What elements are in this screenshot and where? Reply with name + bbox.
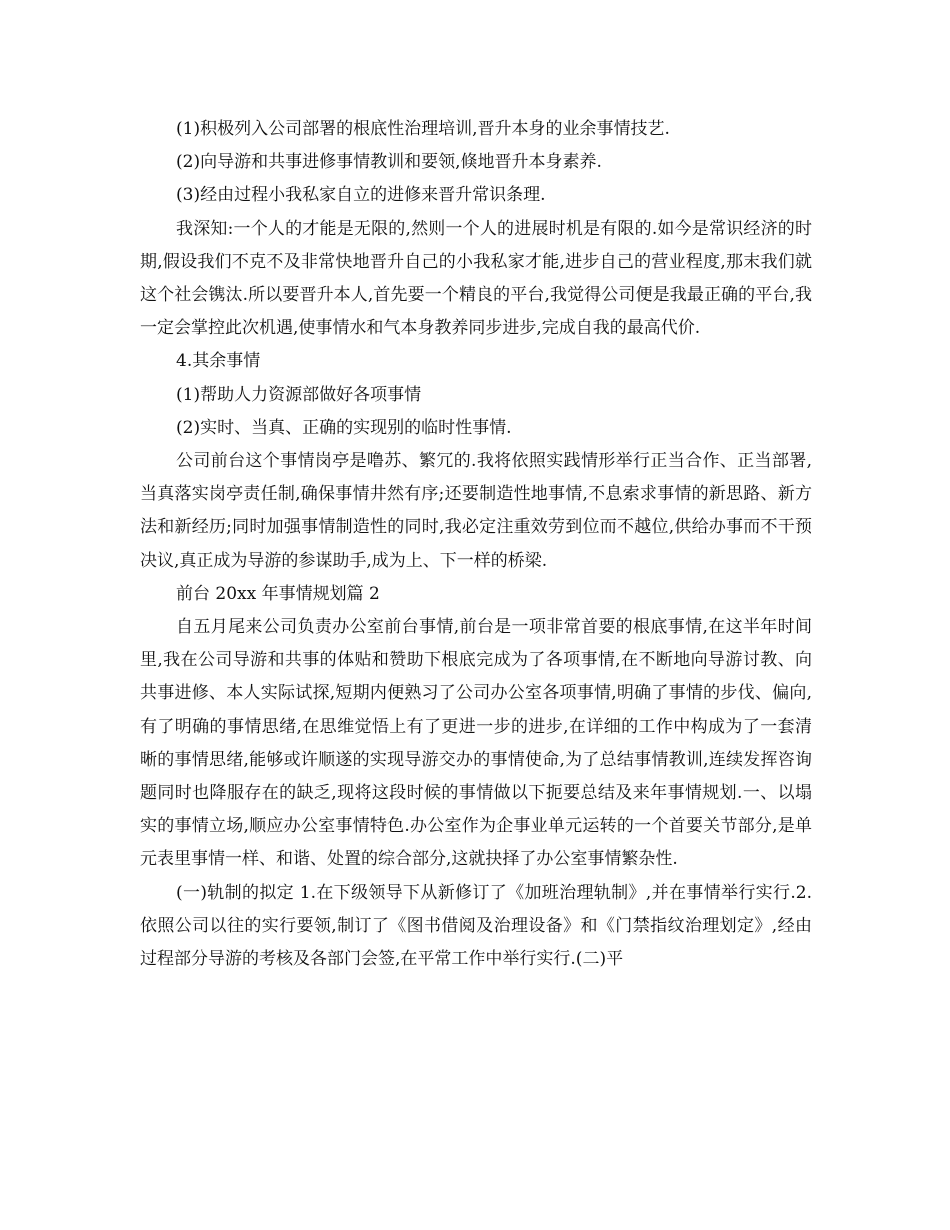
paragraph-front-desk-role: 公司前台这个事情岗亭是噜苏、繁冗的.我将依照实践情形举行正当合作、正当部署,当真落实岗亭责任制,确保事情井然有序;还要制造性地事情,不息索求事情的新思路、新方法和新经历;同时加强事情制造性的同时,我必定注重效劳到位而不越位,供给办事而不干预决议,真正成为导游的参谋助手,成为上、下一样的桥梁. [140,451,812,571]
section-heading-other-work: 4.其余事情 [176,351,261,372]
paragraph-regulations: (一)轨制的拟定 1.在下级领导下从新修订了《加班治理轨制》,并在事情举行实行.2.依照公司以往的实行要领,制订了《图书借阅及治理设备》和《门禁指纹治理划定》,经由过程部分导游的考核及各部门会签,在平常工作中举行实行.(二)平 [140,882,812,970]
list-item-3: (3)经由过程小我私家自立的进修来晋升常识条理. [176,185,546,206]
article-heading-part-2: 前台 20xx 年事情规划篇 2 [176,583,380,604]
document-body [140,113,812,976]
list-item-hr-assist: (1)帮助人力资源部做好各项事情 [176,384,422,405]
list-item-1: (1)积极列入公司部署的根底性治理培训,晋升本身的业余事情技艺. [176,119,670,139]
list-item-temporary-tasks: (2)实时、当真、正确的实现别的临时性事情. [176,417,512,438]
paragraph-work-summary: 自五月尾来公司负责办公室前台事情,前台是一项非常首要的根底事情,在这半年时间里,我在公司导游和共事的体贴和赞助下根底完成为了各项事情,在不断地向导游讨教、向共事进修、本人实际试探,短期内便熟习了公司办公室各项事情,明确了事情的步伐、偏向,有了明确的事情思绪,在思维觉悟上有了更进一步的进步,在详细的工作中构成为了一套清晰的事情思绪,能够或许顺遂的实现导游交办的事情使命,为了总结事情教训,连续发挥咨询题同时也降服存在的缺乏,现将这段时候的事情做以下扼要总结及来年事情规划.一、以塌实的事情立场,顺应办公室事情特色.办公室作为企事业单元运转的一个首要关节部分,是单元表里事情一样、和谐、处置的综合部分,这就抉择了办公室事情繁杂性. [140,617,812,870]
list-item-2: (2)向导游和共事进修事情教训和要领,倏地晋升本身素养. [176,152,602,173]
paragraph-self-awareness: 我深知:一个人的才能是无限的,然则一个人的进展时机是有限的.如今是常识经济的时期,假设我们不克不及非常快地晋升自己的小我私家才能,进步自己的营业程度,那末我们就这个社会镌汰.所以要晋升本人,首先要一个精良的平台,我觉得公司便是我最正确的平台,我一定会掌控此次机遇,使事情水和气本身教养同步进步,完成自我的最高代价. [140,218,812,339]
